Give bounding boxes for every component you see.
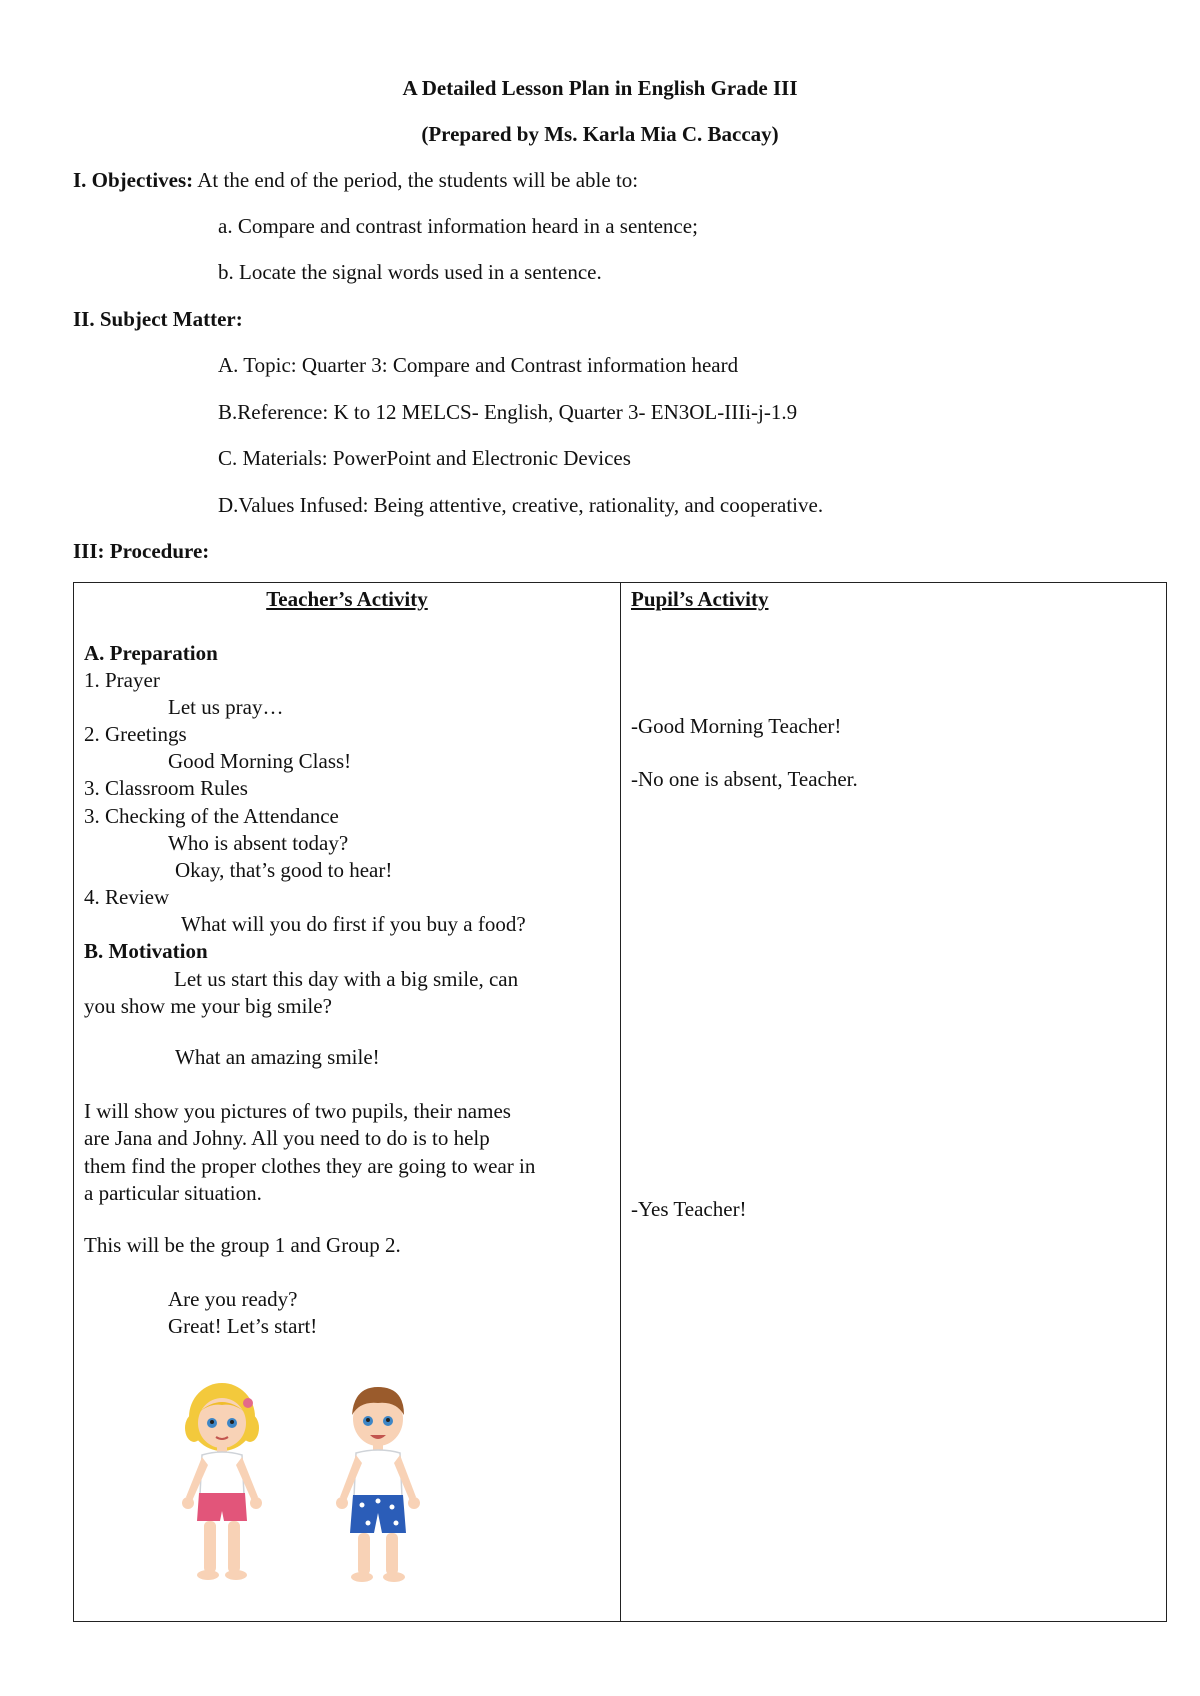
objectives-heading: I. Objectives: — [73, 168, 194, 192]
pictures-instruction: them find the proper clothes they are going to wear in — [84, 1154, 536, 1178]
review-step: 4. Review — [84, 885, 170, 909]
pupil-activity-header: Pupil’s Activity — [631, 587, 769, 611]
classroom-rules-step: 3. Classroom Rules — [84, 776, 248, 800]
prayer-text: Let us pray… — [168, 695, 284, 719]
motivation-line: you show me your big smile? — [84, 994, 332, 1018]
review-question: What will you do first if you buy a food? — [181, 912, 526, 936]
children-picture — [164, 1373, 484, 1593]
ready-start: Great! Let’s start! — [168, 1314, 318, 1338]
pupil-greeting-reply: -Good Morning Teacher! — [631, 714, 842, 738]
subject-item-values: D.Values Infused: Being attentive, creative, rationality, and cooperative. — [218, 493, 824, 517]
procedure-heading: III: Procedure: — [73, 539, 210, 563]
column-divider — [620, 583, 621, 1621]
subject-matter-heading: II. Subject Matter: — [73, 307, 243, 331]
preparation-heading: A. Preparation — [84, 641, 218, 665]
groups-text: This will be the group 1 and Group 2. — [84, 1233, 401, 1257]
subject-item-materials: C. Materials: PowerPoint and Electronic Devices — [218, 446, 631, 470]
pictures-instruction: a particular situation. — [84, 1181, 262, 1205]
subject-item-topic: A. Topic: Quarter 3: Compare and Contrast information heard — [218, 353, 739, 377]
objectives-line — [73, 168, 638, 192]
girl-figure — [182, 1383, 262, 1580]
teacher-activity-header: Teacher’s Activity — [266, 587, 428, 611]
pupil-attendance-reply: -No one is absent, Teacher. — [631, 767, 858, 791]
pictures-instruction: I will show you pictures of two pupils, their names — [84, 1099, 511, 1123]
pupils-illustration — [164, 1373, 484, 1599]
attendance-question: Who is absent today? — [168, 831, 349, 855]
document-title: A Detailed Lesson Plan in English Grade III — [402, 76, 798, 100]
pupil-ready-reply: -Yes Teacher! — [631, 1197, 747, 1221]
attendance-response: Okay, that’s good to hear! — [175, 858, 393, 882]
motivation-line: Let us start this day with a big smile, can — [174, 967, 519, 991]
motivation-heading: B. Motivation — [84, 939, 208, 963]
objectives-intro: At the end of the period, the students will be able to: — [197, 168, 639, 192]
greetings-text: Good Morning Class! — [168, 749, 352, 773]
prayer-step: 1. Prayer — [84, 668, 160, 692]
boy-figure — [336, 1387, 420, 1582]
greetings-step: 2. Greetings — [84, 722, 187, 746]
prepared-by: (Prepared by Ms. Karla Mia C. Baccay) — [421, 122, 779, 146]
pictures-instruction: are Jana and Johny. All you need to do is to help — [84, 1126, 490, 1150]
attendance-step: 3. Checking of the Attendance — [84, 804, 339, 828]
subject-item-reference: B.Reference: K to 12 MELCS- English, Quarter 3- EN3OL-IIIi-j-1.9 — [218, 400, 798, 424]
procedure-table — [73, 582, 1167, 1622]
ready-question: Are you ready? — [168, 1287, 298, 1311]
motivation-praise: What an amazing smile! — [175, 1045, 380, 1069]
objective-item: a. Compare and contrast information heard in a sentence; — [218, 214, 698, 238]
objective-item: b. Locate the signal words used in a sentence. — [218, 260, 602, 284]
